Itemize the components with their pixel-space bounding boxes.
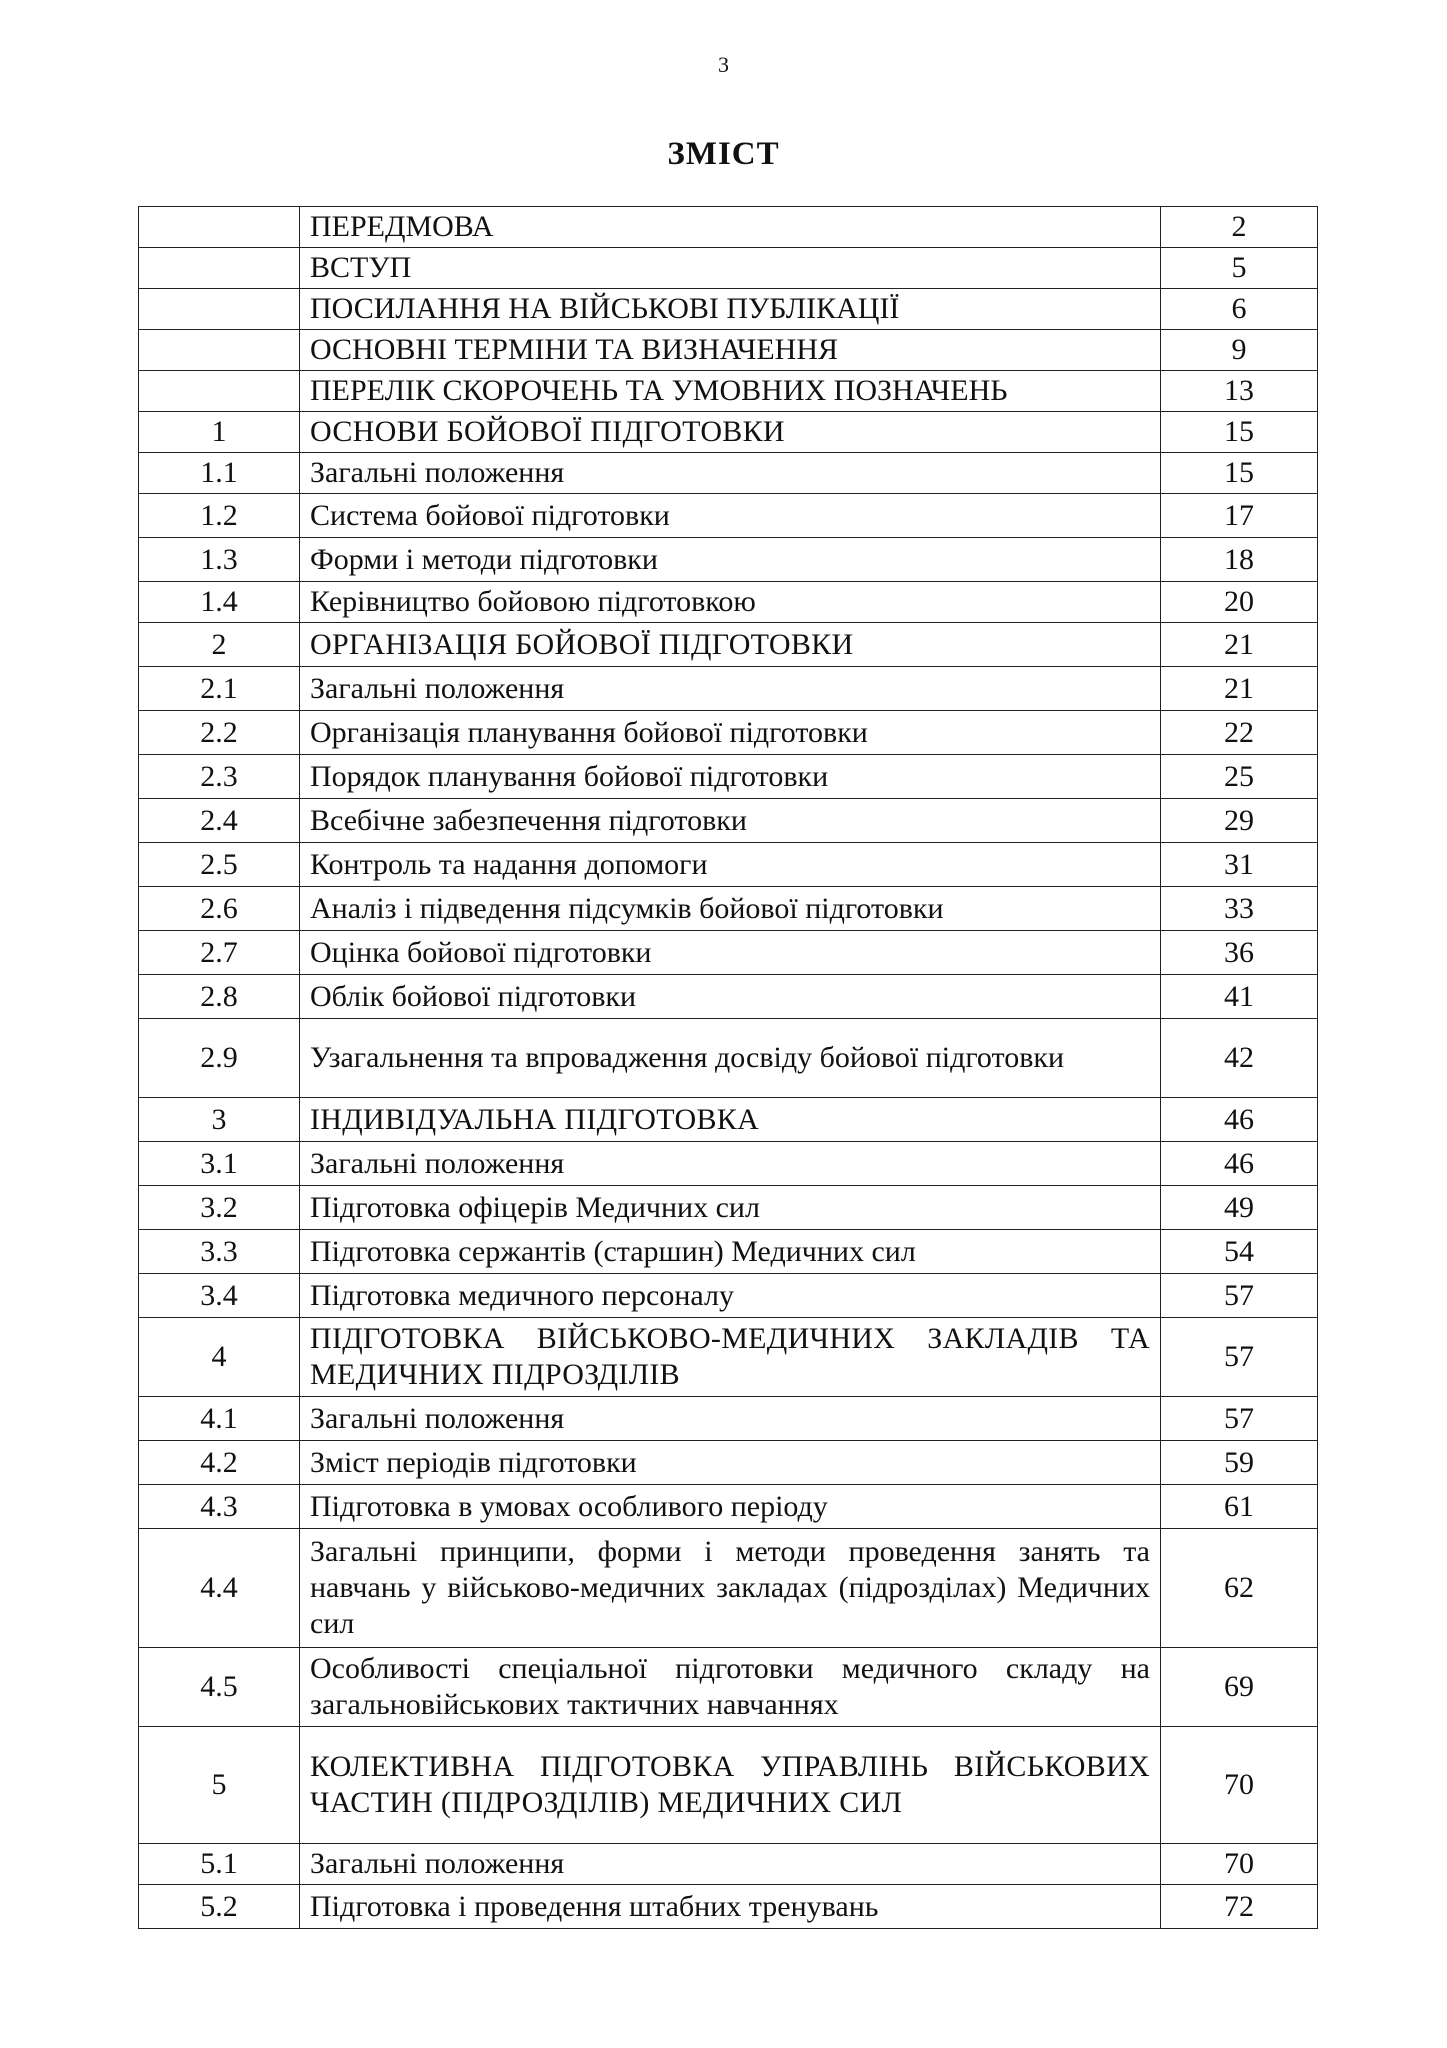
section-number: 3.1 (139, 1142, 300, 1186)
section-title: ОСНОВИ БОЙОВОЇ ПІДГОТОВКИ (300, 412, 1161, 453)
section-number: 1.2 (139, 494, 300, 538)
table-row (139, 1397, 1318, 1441)
section-page: 36 (1161, 931, 1318, 975)
section-page: 15 (1161, 453, 1318, 494)
section-number: 4.1 (139, 1397, 300, 1441)
section-title: ОРГАНІЗАЦІЯ БОЙОВОЇ ПІДГОТОВКИ (300, 623, 1161, 667)
section-page: 61 (1161, 1485, 1318, 1529)
section-number: 4.4 (139, 1529, 300, 1648)
section-title: Загальні положення (300, 1397, 1161, 1441)
section-number: 3.4 (139, 1274, 300, 1318)
section-page: 57 (1161, 1274, 1318, 1318)
section-title: Особливості спеціальної підготовки медичного складу на загальновійськових тактичних навчаннях (300, 1648, 1161, 1727)
page-title: ЗМІСТ (667, 136, 780, 172)
section-number: 2.1 (139, 667, 300, 711)
section-number: 4.2 (139, 1441, 300, 1485)
table-row (139, 1274, 1318, 1318)
section-number: 3.2 (139, 1186, 300, 1230)
section-title: Підготовка сержантів (старшин) Медичних сил (300, 1230, 1161, 1274)
section-page: 72 (1161, 1885, 1318, 1929)
table-row (139, 1230, 1318, 1274)
table-row (139, 412, 1318, 453)
toc-body (139, 207, 1318, 1929)
section-page: 31 (1161, 843, 1318, 887)
section-number (139, 330, 300, 371)
table-row (139, 1648, 1318, 1727)
section-title: Всебічне забезпечення підготовки (300, 799, 1161, 843)
section-number: 4.5 (139, 1648, 300, 1727)
section-page: 15 (1161, 412, 1318, 453)
table-row (139, 799, 1318, 843)
section-number (139, 371, 300, 412)
section-number: 3.3 (139, 1230, 300, 1274)
table-row (139, 975, 1318, 1019)
section-page: 29 (1161, 799, 1318, 843)
section-title: Загальні положення (300, 1142, 1161, 1186)
section-title: ІНДИВІДУАЛЬНА ПІДГОТОВКА (300, 1098, 1161, 1142)
table-row (139, 248, 1318, 289)
section-page: 62 (1161, 1529, 1318, 1648)
section-title: Оцінка бойової підготовки (300, 931, 1161, 975)
section-page: 57 (1161, 1397, 1318, 1441)
section-number: 2 (139, 623, 300, 667)
section-number (139, 248, 300, 289)
table-row (139, 207, 1318, 248)
section-page: 70 (1161, 1727, 1318, 1844)
section-page: 54 (1161, 1230, 1318, 1274)
section-page: 46 (1161, 1098, 1318, 1142)
table-row (139, 453, 1318, 494)
section-title: Порядок планування бойової підготовки (300, 755, 1161, 799)
section-page: 49 (1161, 1186, 1318, 1230)
section-page: 21 (1161, 623, 1318, 667)
table-row (139, 887, 1318, 931)
table-row (139, 1885, 1318, 1929)
section-page: 2 (1161, 207, 1318, 248)
table-row (139, 1186, 1318, 1230)
table-row (139, 1142, 1318, 1186)
section-title: ПОСИЛАННЯ НА ВІЙСЬКОВІ ПУБЛІКАЦІЇ (300, 289, 1161, 330)
section-title: Загальні положення (300, 453, 1161, 494)
section-number: 2.5 (139, 843, 300, 887)
section-page: 20 (1161, 582, 1318, 623)
section-title: Організація планування бойової підготовки (300, 711, 1161, 755)
table-row (139, 843, 1318, 887)
section-page: 42 (1161, 1019, 1318, 1098)
table-row (139, 623, 1318, 667)
table-row (139, 1441, 1318, 1485)
section-title: КОЛЕКТИВНА ПІДГОТОВКА УПРАВЛІНЬ ВІЙСЬКОВИХ ЧАСТИН (ПІДРОЗДІЛІВ) МЕДИЧНИХ СИЛ (300, 1727, 1161, 1844)
section-page: 25 (1161, 755, 1318, 799)
section-title: Зміст періодів підготовки (300, 1441, 1161, 1485)
section-title: Облік бойової підготовки (300, 975, 1161, 1019)
section-number: 4.3 (139, 1485, 300, 1529)
section-page: 18 (1161, 538, 1318, 582)
table-row (139, 330, 1318, 371)
section-page: 69 (1161, 1648, 1318, 1727)
section-title: Підготовка в умовах особливого періоду (300, 1485, 1161, 1529)
section-number: 3 (139, 1098, 300, 1142)
section-title: Форми і методи підготовки (300, 538, 1161, 582)
table-row (139, 1098, 1318, 1142)
section-title: Підготовка і проведення штабних тренувань (300, 1885, 1161, 1929)
section-number (139, 207, 300, 248)
section-page: 13 (1161, 371, 1318, 412)
section-title: Загальні положення (300, 1844, 1161, 1885)
section-title: Узагальнення та впровадження досвіду бойової підготовки (300, 1019, 1161, 1098)
section-title: Аналіз і підведення підсумків бойової підготовки (300, 887, 1161, 931)
table-row (139, 1019, 1318, 1098)
table-row (139, 1844, 1318, 1885)
section-number: 2.4 (139, 799, 300, 843)
section-title: Підготовка медичного персоналу (300, 1274, 1161, 1318)
section-number: 1.1 (139, 453, 300, 494)
section-title: ПЕРЕЛІК СКОРОЧЕНЬ ТА УМОВНИХ ПОЗНАЧЕНЬ (300, 371, 1161, 412)
section-number: 2.3 (139, 755, 300, 799)
section-title: Загальні принципи, форми і методи проведення занять та навчань у військово-медичних закладах (підрозділах) Медичних сил (300, 1529, 1161, 1648)
page-number: 3 (718, 52, 729, 77)
section-page: 5 (1161, 248, 1318, 289)
table-row (139, 931, 1318, 975)
section-number (139, 289, 300, 330)
table-row (139, 494, 1318, 538)
section-number: 5 (139, 1727, 300, 1844)
section-number: 2.8 (139, 975, 300, 1019)
table-row (139, 755, 1318, 799)
section-page: 22 (1161, 711, 1318, 755)
section-title: Підготовка офіцерів Медичних сил (300, 1186, 1161, 1230)
section-page: 33 (1161, 887, 1318, 931)
section-page: 57 (1161, 1318, 1318, 1397)
section-title: ПЕРЕДМОВА (300, 207, 1161, 248)
section-number: 4 (139, 1318, 300, 1397)
section-page: 70 (1161, 1844, 1318, 1885)
section-number: 2.7 (139, 931, 300, 975)
section-title: Контроль та надання допомоги (300, 843, 1161, 887)
section-title: Система бойової підготовки (300, 494, 1161, 538)
section-title: Загальні положення (300, 667, 1161, 711)
section-page: 17 (1161, 494, 1318, 538)
section-number: 1.4 (139, 582, 300, 623)
table-row (139, 1318, 1318, 1397)
table-row (139, 582, 1318, 623)
section-number: 5.2 (139, 1885, 300, 1929)
table-row (139, 1727, 1318, 1844)
section-number: 2.9 (139, 1019, 300, 1098)
table-row (139, 667, 1318, 711)
section-title: ПІДГОТОВКА ВІЙСЬКОВО-МЕДИЧНИХ ЗАКЛАДІВ ТА МЕДИЧНИХ ПІДРОЗДІЛІВ (300, 1318, 1161, 1397)
section-page: 6 (1161, 289, 1318, 330)
section-page: 59 (1161, 1441, 1318, 1485)
table-row (139, 1485, 1318, 1529)
section-page: 21 (1161, 667, 1318, 711)
table-row (139, 371, 1318, 412)
section-title: ВСТУП (300, 248, 1161, 289)
table-row (139, 538, 1318, 582)
section-number: 5.1 (139, 1844, 300, 1885)
section-page: 9 (1161, 330, 1318, 371)
section-number: 2.2 (139, 711, 300, 755)
section-number: 2.6 (139, 887, 300, 931)
section-page: 46 (1161, 1142, 1318, 1186)
table-row (139, 289, 1318, 330)
table-of-contents (138, 206, 1318, 1929)
section-page: 41 (1161, 975, 1318, 1019)
section-title: ОСНОВНІ ТЕРМІНИ ТА ВИЗНАЧЕННЯ (300, 330, 1161, 371)
section-title: Керівництво бойовою підготовкою (300, 582, 1161, 623)
section-number: 1 (139, 412, 300, 453)
table-row (139, 1529, 1318, 1648)
table-row (139, 711, 1318, 755)
section-number: 1.3 (139, 538, 300, 582)
